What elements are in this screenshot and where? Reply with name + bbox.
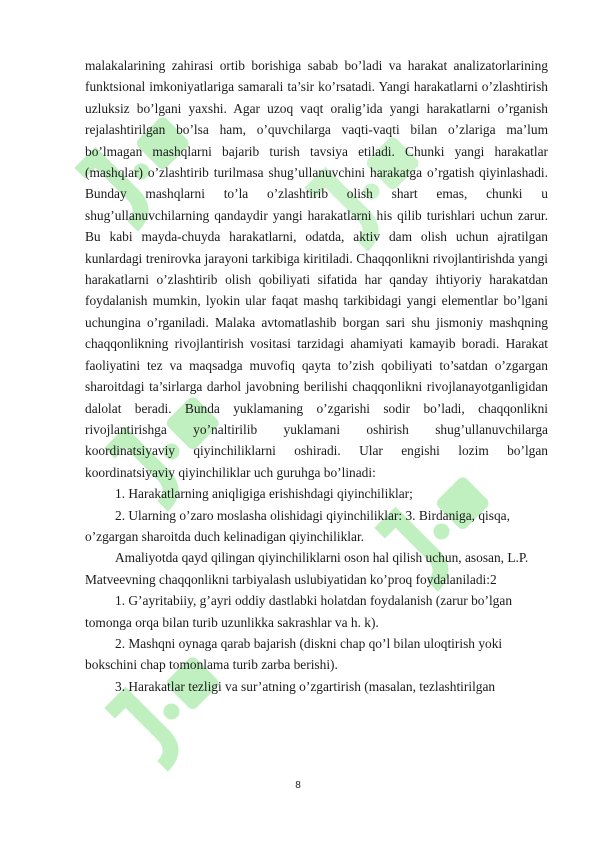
page-number: 8 <box>295 780 301 791</box>
list-item <box>85 505 548 526</box>
list-item-line: 2. Ularning o’zaro moslasha olishidagi qiyinchiliklar: 3. Birdaniga, qisqa, <box>115 507 510 523</box>
body-paragraph-continuation: Matveevning chaqqonlikni tarbiyalash uslubiyatidan ko’proq foydalaniladi:2 <box>85 571 497 587</box>
method-item-continuation: bokschini chap tomonlama turib zarba berishi). <box>85 657 338 673</box>
method-item: 3. Harakatlar tezligi va sur’atning o’zgartirish (masalan, tezlashtirilgan <box>115 678 496 694</box>
method-item: 1. G’ayritabiiy, g’ayri oddiy dastlabki holatdan foydalanish (zarur bo’lgan <box>115 593 513 609</box>
document-page <box>85 55 548 697</box>
list-item-continuation: o’zgargan sharoitda duch kelinadigan qiyinchiliklar. <box>85 528 365 544</box>
body-paragraph: Amaliyotda qayd qilingan qiyinchiliklarni oson hal qilish uchun, asosan, L.P. <box>115 550 529 566</box>
body-paragraph: malakalarining zahirasi ortib borishiga sabab bo’ladi va harakat analizatorlarining funktsional imkoniyatlariga samarali ta’sir ko’rsatadi. Yangi harakatlarni o’zlashtirish uzluksiz bo’lgani yaxshi. Agar uzoq vaqt oralig’ida yangi harakatlarni o’rganish rejalashtirilgan bo’lsa ham, o’quvchilarga vaqti-vaqti bilan o’zlariga ma’lum bo’lmagan mashqlarni bajarib turish tavsiya etiladi. Chunki yangi harakatlar (mashqlar) o’zlashtirib turilmasa shug’ullanuvchini harakatga o’rgatish qiyinlashadi. Bunday mashqlarni to’la o’zlashtirib olish shart emas, chunki u shug’ullanuvchilarning qandaydir yangi harakatlarni his qilib turishlari uchun zarur. Bu kabi mayda-chuyda harakatlarni, odatda, aktiv dam olish uchun ajratilgan kunlardagi trenirovka jarayoni tarkibiga kiritiladi. Chaqqonlikni rivojlantirishda yangi harakatlarni o’zlashtirib olish qobiliyati sifatida har qanday ihtiyoriy harakatdan foydalanish mumkin, lyokin ular faqat mashq tarkibidagi yangi elementlar bo’lgani uchungina o’rganiladi. Malaka avtomatlashib borgan sari shu jismoniy mashqning chaqqonlikning rivojlantirish vositasi tarzidagi ahamiyati kamayib boradi. Harakat faoliyatini tez va maqsadga muvofiq qayta to’zish qobiliyati to’satdan o’zgargan sharoitdagi ta’sirlarga darhol javobning berilishi chaqqonlikni rivojlanayotganligidan dalolat beradi. Bunda yuklamaning o’zgarishi sodir bo’ladi, chaqqonlikni rivojlantirishga yo’naltirilib yuklamani oshirish shug’ullanuvchilarga koordinatsiyaviy qiyinchiliklarni oshiradi. Ular engishi lozim bo’lgan koordinatsiyaviy qiyinchiliklar uch guruhga bo’linadi: <box>85 58 548 480</box>
list-item: 1. Harakatlarning aniqligiga erishishdagi qiyinchiliklar; <box>115 486 413 502</box>
method-item: 2. Mashqni oynaga qarab bajarish (diskni chap qo’l bilan uloqtirish yoki <box>115 635 503 651</box>
method-item-continuation: tomonga orqa bilan turib uzunlikka sakrashlar va h. k). <box>85 614 379 630</box>
